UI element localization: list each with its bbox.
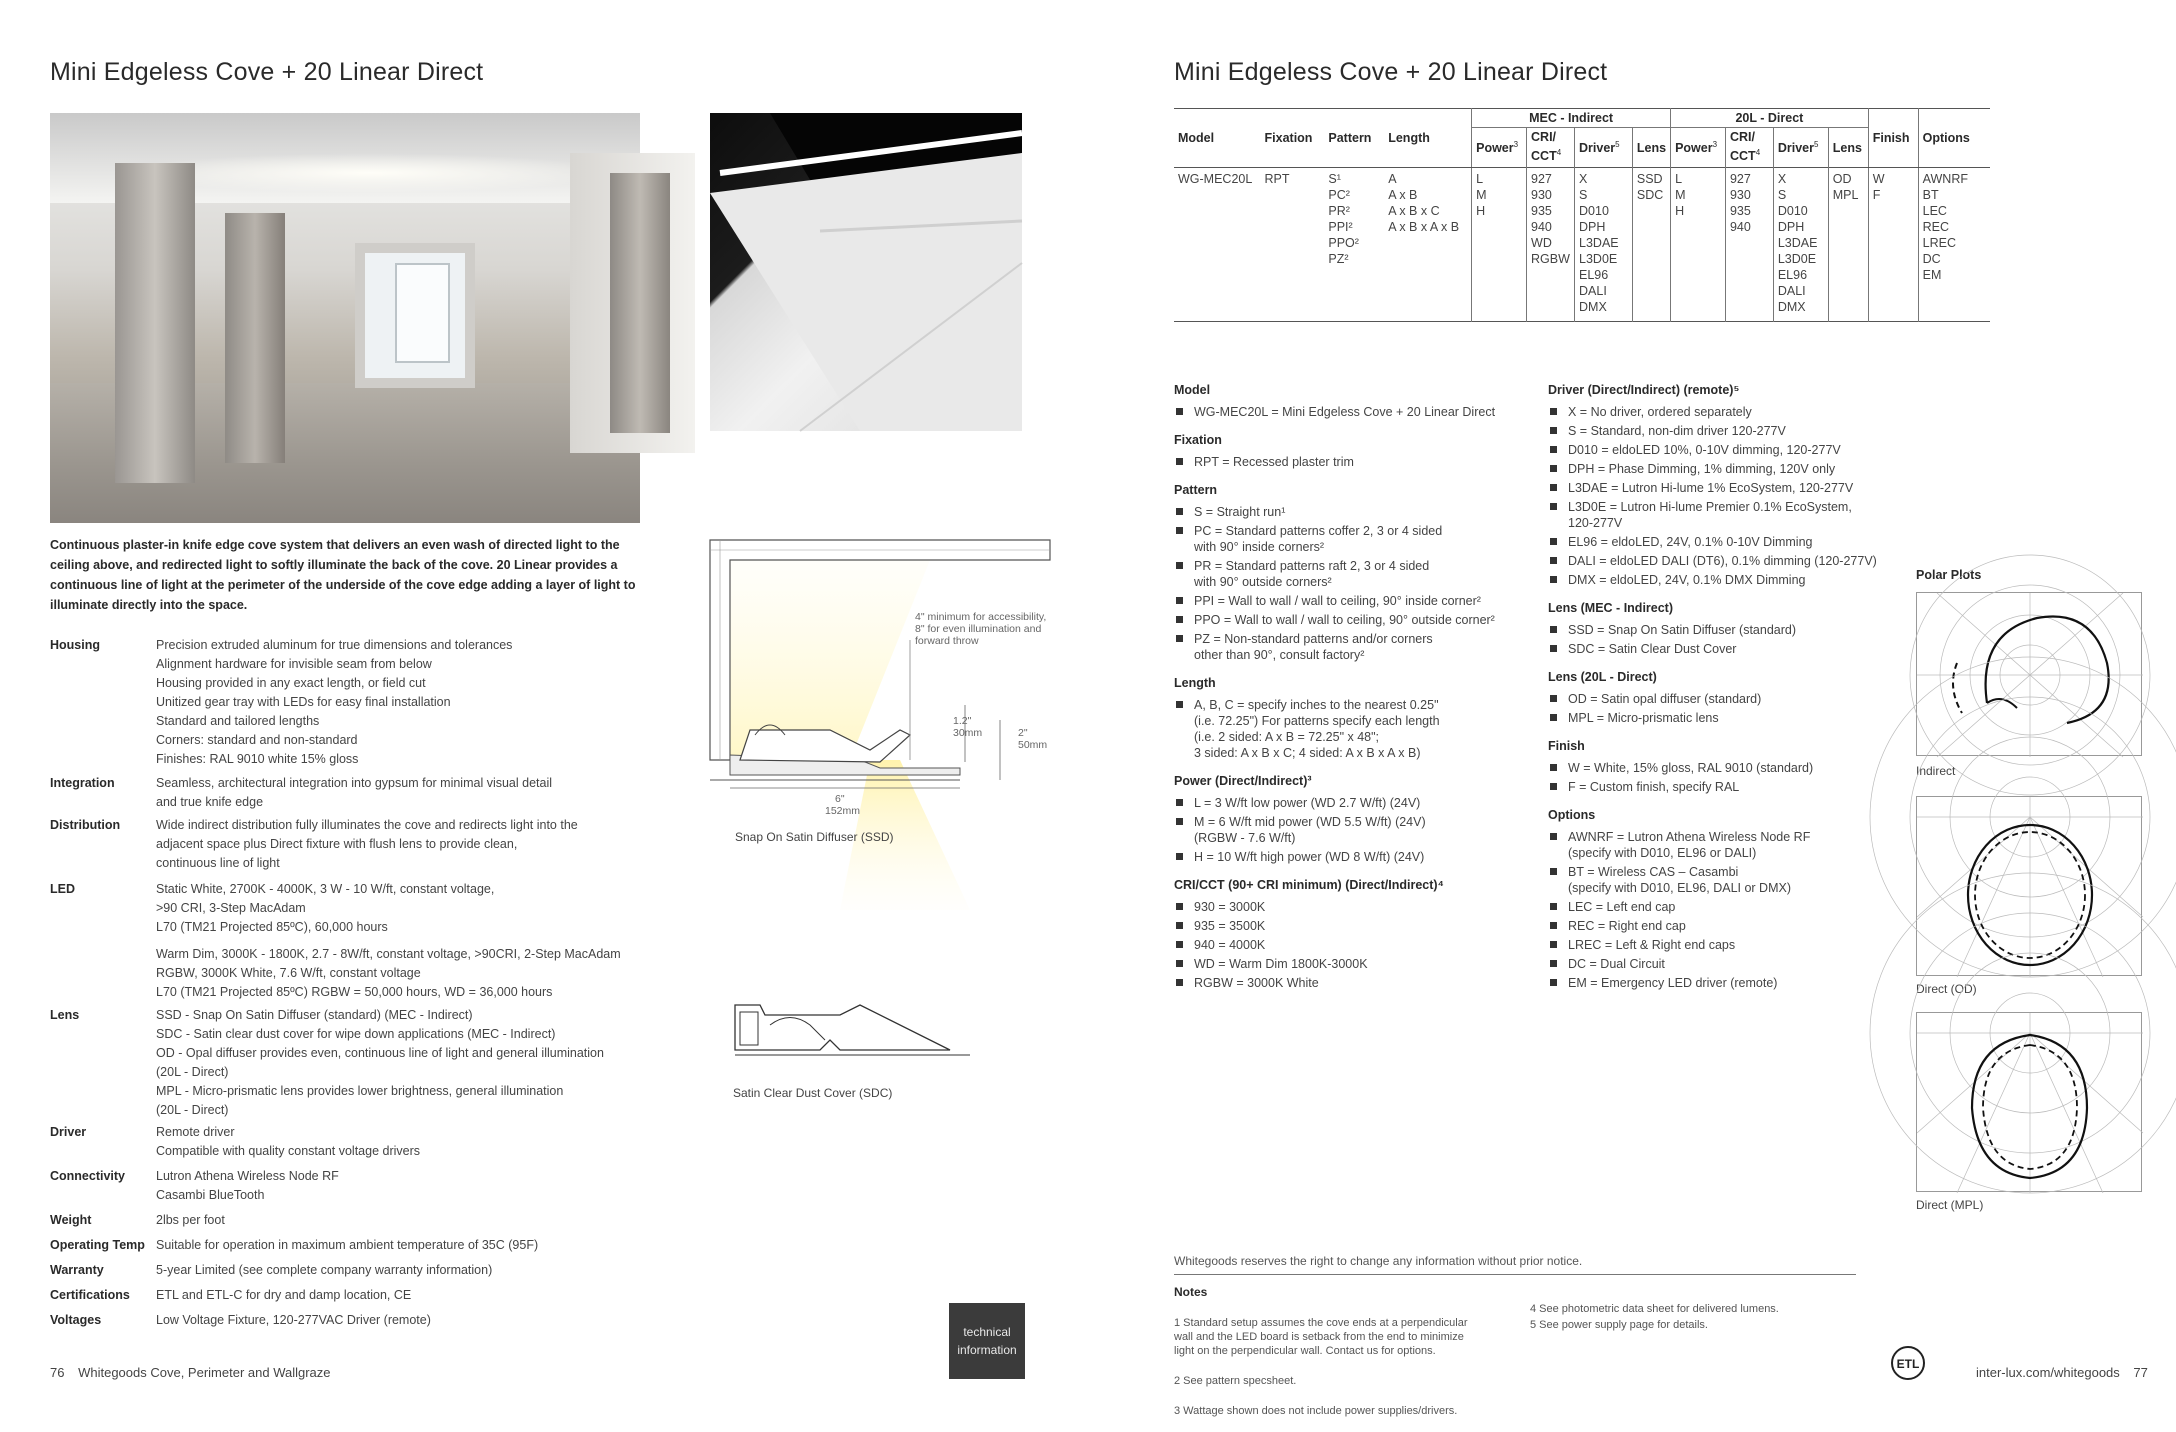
right-footer <box>1976 1365 2148 1380</box>
spec-label: LED <box>50 882 75 896</box>
legend-item: RPT = Recessed plaster trim <box>1174 454 1534 470</box>
legend-item: DMX = eldoLED, 24V, 0.1% DMX Dimming <box>1548 572 1908 588</box>
legend-item: 940 = 4000K <box>1174 937 1534 953</box>
legend-item: WG-MEC20L = Mini Edgeless Cove + 20 Linear Direct <box>1174 404 1534 420</box>
dust-cover-profile-diagram <box>730 1000 970 1090</box>
legend-item: LEC = Left end cap <box>1548 899 1908 915</box>
spec-label: Housing <box>50 638 100 652</box>
cell-fixation: RPT <box>1264 172 1290 186</box>
legend-item: EM = Emergency LED driver (remote) <box>1548 975 1908 991</box>
legend-item: S = Standard, non-dim driver 120-277V <box>1548 423 1908 439</box>
legend-item: RGBW = 3000K White <box>1174 975 1534 991</box>
spec-value: Static White, 2700K - 4000K, 3 W - 10 W/ft, constant voltage, >90 CRI, 3-Step MacAdam L70 (TM21 Projected 85ºC), 60,000 hours Warm Dim, 3000K - 1800K, 2.7 - 8W/ft, constant voltage, >90CRI, 2-Step MacAdam RGBW, 3000K White, 7.6 W/ft, constant voltage L70 (TM21 Projected 85ºC) RGBW = 50,000 hours, WD = 36,000 hours <box>156 882 621 999</box>
note-1: 1 Standard setup assumes the cove ends at a perpendicular wall and the LED board is setback from the end to minimize light on the perpendicular wall. Contact us for options. <box>1174 1317 1468 1357</box>
spec-value: Remote driver Compatible with quality constant voltage drivers <box>156 1125 421 1158</box>
etl-listed-mark-icon <box>1888 1343 1928 1383</box>
legend-item: L = 3 W/ft low power (WD 2.7 W/ft) (24V) <box>1174 795 1534 811</box>
legend-item: 935 = 3500K <box>1174 918 1534 934</box>
left-page-title: Mini Edgeless Cove + 20 Linear Direct <box>50 58 484 86</box>
col-driver-20l: Driver$^5$ <box>1773 128 1828 168</box>
dim-30mm: 30mm <box>953 727 983 739</box>
legend-heading: CRI/CCT (90+ CRI minimum) (Direct/Indirect)⁴ <box>1174 878 1444 892</box>
legend-item: DALI = eldoLED DALI (DT6), 0.1% dimming (120-277V) <box>1548 553 1908 569</box>
cell-finish: W F <box>1868 168 1918 322</box>
legend-item: LREC = Left & Right end caps <box>1548 937 1908 953</box>
cell-driver: X S D010 DPH L3DAE L3D0E EL96 DALI DMX <box>1575 168 1633 322</box>
polar-plot-direct-od <box>1916 796 2142 976</box>
spec-value: Seamless, architectural integration into gypsum for minimal visual detail and true knife edge <box>156 776 553 809</box>
left-page-number: 76 <box>50 1365 65 1380</box>
cell-cri: 927 930 935 940 WD RGBW <box>1527 168 1575 322</box>
note-2: 2 See pattern specsheet. <box>1174 1375 1297 1387</box>
legend-item: PPI = Wall to wall / wall to ceiling, 90° inside corner² <box>1174 593 1534 609</box>
col-cri-cct: CRI/ CCT$^4$ <box>1527 128 1575 168</box>
legend-item: 930 = 3000K <box>1174 899 1534 915</box>
legend-item: BT = Wireless CAS – Casambi (specify with D010, EL96, DALI or DMX) <box>1548 864 1908 896</box>
badge-line-1: technical <box>963 1325 1011 1339</box>
legend-item: OD = Satin opal diffuser (standard) <box>1548 691 1908 707</box>
legend-item: X = No driver, ordered separately <box>1548 404 1908 420</box>
col-model: Model <box>1174 109 1261 168</box>
badge-line-2: information <box>957 1343 1017 1357</box>
polar-label-indirect: Indirect <box>1916 764 1956 778</box>
legend-item: SDC = Satin Clear Dust Cover <box>1548 641 1908 657</box>
spec-value: Suitable for operation in maximum ambient temperature of 35C (95F) <box>156 1238 539 1252</box>
dim-50mm: 50mm <box>1018 739 1048 751</box>
legend-item: H = 10 W/ft high power (WD 8 W/ft) (24V) <box>1174 849 1534 865</box>
cell-model: WG-MEC20L <box>1178 172 1253 186</box>
polar-plots-title: Polar Plots <box>1916 568 1982 582</box>
note-4: 4 See photometric data sheet for delivered lumens. <box>1530 1303 1779 1315</box>
col-cri-cct-20l: CRI/ CCT$^4$ <box>1725 128 1773 168</box>
cell-pattern: S¹ PC² PR² PPI² PPO² PZ² <box>1328 172 1359 266</box>
diagram-annotation-line-2: 8" for even illumination and <box>915 623 1042 635</box>
spec-label: Certifications <box>50 1288 130 1302</box>
legend-item: REC = Right end cap <box>1548 918 1908 934</box>
legend-heading: Fixation <box>1174 433 1222 447</box>
diagram-annotation-line-3: forward throw <box>915 635 979 647</box>
notes-title: Notes <box>1174 1285 1208 1299</box>
spec-label: Lens <box>50 1008 80 1022</box>
diagram-annotation-line-1: 4" minimum for accessibility, <box>915 611 1047 623</box>
cell-lens: SSD SDC <box>1632 168 1670 322</box>
legend-item: D010 = eldoLED 10%, 0-10V dimming, 120-277V <box>1548 442 1908 458</box>
legend-item: PR = Standard patterns raft 2, 3 or 4 sided with 90° outside corners² <box>1174 558 1534 590</box>
col-pattern: Pattern <box>1324 109 1384 168</box>
col-finish: Finish <box>1868 109 1918 168</box>
spec-label: Voltages <box>50 1313 102 1327</box>
col-options: Options <box>1918 109 1990 168</box>
ordering-table <box>1174 108 1990 322</box>
cell-cri-20l: 927 930 935 940 <box>1725 168 1773 322</box>
legend-heading: Options <box>1548 808 1596 822</box>
table-row <box>1174 168 1990 322</box>
cell-options: AWNRF BT LEC REC LREC DC EM <box>1918 168 1990 322</box>
right-page-number: 77 <box>2133 1365 2148 1380</box>
legend-heading: Lens (20L - Direct) <box>1548 670 1657 684</box>
col-driver: Driver$^5$ <box>1575 128 1633 168</box>
legend-item: A, B, C = specify inches to the nearest 0.25" (i.e. 72.25") For patterns specify each length (i.e. 2 sided: A x B = 72.25" x 48"; 3 sided: A x B x C; 4 sided: A x B x A x B) <box>1174 697 1534 761</box>
legend-item: L3DAE = Lutron Hi-lume 1% EcoSystem, 120-277V <box>1548 480 1908 496</box>
col-power: Power$^3$ <box>1472 128 1527 168</box>
legend-heading: Power (Direct/Indirect)³ <box>1174 774 1312 788</box>
col-length: Length <box>1384 109 1471 168</box>
product-description: Continuous plaster-in knife edge cove system that delivers an even wash of directed light to the ceiling above, and redirected light to softly illuminate the back of the cove. 20 Linear provides a continuous line of light at the perimeter of the underside of the cove edge adding a layer of light to illuminate directly into the space. <box>50 538 636 612</box>
cell-power: L M H <box>1472 168 1527 322</box>
spec-value: Precision extruded aluminum for true dimensions and tolerances Alignment hardware for invisible seam from below Housing provided in any exact length, or field cut Unitized gear tray with LEDs for easy final installation Standard and tailored lengths Corners: standard and non-standard Finishes: RAL 9010 white 15% gloss <box>156 638 513 766</box>
spec-label: Warranty <box>50 1263 104 1277</box>
col-lens-20l: Lens <box>1828 128 1868 168</box>
polar-label-direct-od: Direct (OD) <box>1916 982 1977 996</box>
legend-heading: Lens (MEC - Indirect) <box>1548 601 1674 615</box>
polar-plot-direct-mpl <box>1916 1012 2142 1192</box>
legend-heading: Model <box>1174 383 1211 397</box>
legend-item: PC = Standard patterns coffer 2, 3 or 4 sided with 90° inside corners² <box>1174 523 1534 555</box>
legend-item: F = Custom finish, specify RAL <box>1548 779 1908 795</box>
dim-6-in: 6" <box>835 793 845 805</box>
note-3: 3 Wattage shown does not include power supplies/drivers. <box>1174 1405 1458 1417</box>
spec-value: ETL and ETL-C for dry and damp location, CE <box>156 1288 412 1302</box>
spec-value: 2lbs per foot <box>156 1213 225 1227</box>
legend-item: WD = Warm Dim 1800K-3000K <box>1174 956 1534 972</box>
spec-value: SSD - Snap On Satin Diffuser (standard) (MEC - Indirect) SDC - Satin clear dust cover for wipe down applications (MEC - Indirect) OD - Opal diffuser provides even, continuous line of light and general illumination (20L - Direct) MPL - Micro-prismatic lens provides lower brightness, general illumination (20L - Direct) <box>156 1008 604 1117</box>
legend-item: M = 6 W/ft mid power (WD 5.5 W/ft) (24V) (RGBW - 7.6 W/ft) <box>1174 814 1534 846</box>
spec-list <box>50 636 670 1336</box>
dim-1-2-in: 1.2" <box>953 715 972 727</box>
legend-item: PZ = Non-standard patterns and/or corners other than 90°, consult factory² <box>1174 631 1534 663</box>
legend-item: AWNRF = Lutron Athena Wireless Node RF (specify with D010, EL96 or DALI) <box>1548 829 1908 861</box>
spec-value: Low Voltage Fixture, 120-277VAC Driver (remote) <box>156 1313 431 1327</box>
legend-item: PPO = Wall to wall / wall to ceiling, 90° outside corner² <box>1174 612 1534 628</box>
spec-value: Lutron Athena Wireless Node RF Casambi BlueTooth <box>156 1169 339 1202</box>
note-5: 5 See power supply page for details. <box>1530 1319 1708 1331</box>
spec-value: Wide indirect distribution fully illuminates the cove and redirects light into the adjacent space plus Direct fixture with flush lens to provide clean, continuous line of light <box>156 818 578 870</box>
dim-152mm: 152mm <box>825 805 861 817</box>
legend-item: EL96 = eldoLED, 24V, 0.1% 0-10V Dimming <box>1548 534 1908 550</box>
legend-heading: Pattern <box>1174 483 1218 497</box>
ordering-legend-col-1 <box>1174 374 1534 994</box>
footer-url[interactable]: inter-lux.com/whitegoods <box>1976 1365 2120 1380</box>
legend-heading: Finish <box>1548 739 1585 753</box>
cell-driver-20l: X S D010 DPH L3DAE L3D0E EL96 DALI DMX <box>1773 168 1828 322</box>
caption-ssd: Snap On Satin Diffuser (SSD) <box>735 830 894 844</box>
lobby-photo <box>50 113 640 505</box>
col-lens: Lens <box>1632 128 1670 168</box>
legend-heading: Driver (Direct/Indirect) (remote)⁵ <box>1548 383 1740 397</box>
cell-lens-20l: OD MPL <box>1828 168 1868 322</box>
legend-item: W = White, 15% gloss, RAL 9010 (standard) <box>1548 760 1908 776</box>
notes-divider <box>1174 1274 1856 1275</box>
group-mec-indirect: MEC - Indirect <box>1472 109 1671 128</box>
legend-item: S = Straight run¹ <box>1174 504 1534 520</box>
disclaimer: Whitegoods reserves the right to change any information without prior notice. <box>1174 1254 1583 1268</box>
legend-item: DPH = Phase Dimming, 1% dimming, 120V only <box>1548 461 1908 477</box>
cell-power-20l: L M H <box>1671 168 1726 322</box>
spec-label: Integration <box>50 776 115 790</box>
legend-item: SSD = Snap On Satin Diffuser (standard) <box>1548 622 1908 638</box>
spec-label: Driver <box>50 1125 87 1139</box>
spec-label: Operating Temp <box>50 1238 145 1252</box>
left-footer-text: Whitegoods Cove, Perimeter and Wallgraze <box>78 1365 331 1380</box>
spec-label: Connectivity <box>50 1169 126 1183</box>
ordering-legend-col-2 <box>1548 374 1908 994</box>
technical-information-badge[interactable] <box>949 1303 1025 1379</box>
group-20l-direct: 20L - Direct <box>1671 109 1869 128</box>
dim-2-in: 2" <box>1018 727 1028 739</box>
legend-item: DC = Dual Circuit <box>1548 956 1908 972</box>
cove-detail-photo <box>710 113 1022 431</box>
col-fixation: Fixation <box>1261 109 1325 168</box>
notes-left <box>1174 1302 1514 1432</box>
spec-label: Weight <box>50 1213 92 1227</box>
cell-length: A A x B A x B x C A x B x A x B <box>1388 172 1460 234</box>
spec-value: 5-year Limited (see complete company warranty information) <box>156 1263 493 1277</box>
legend-item: L3D0E = Lutron Hi-lume Premier 0.1% EcoSystem, 120-277V <box>1548 499 1908 531</box>
left-footer <box>50 1365 331 1380</box>
polar-label-direct-mpl: Direct (MPL) <box>1916 1198 1984 1212</box>
cove-section-diagram <box>700 530 1060 950</box>
svg-text:ETL: ETL <box>1896 1357 1920 1371</box>
right-page-title: Mini Edgeless Cove + 20 Linear Direct <box>1174 58 1608 86</box>
spec-label: Distribution <box>50 818 121 832</box>
legend-heading: Length <box>1174 676 1216 690</box>
col-power-20l: Power$^3$ <box>1671 128 1726 168</box>
polar-plot-indirect <box>1916 592 2142 756</box>
caption-sdc: Satin Clear Dust Cover (SDC) <box>733 1086 893 1100</box>
legend-item: MPL = Micro-prismatic lens <box>1548 710 1908 726</box>
notes-right <box>1530 1302 1850 1332</box>
